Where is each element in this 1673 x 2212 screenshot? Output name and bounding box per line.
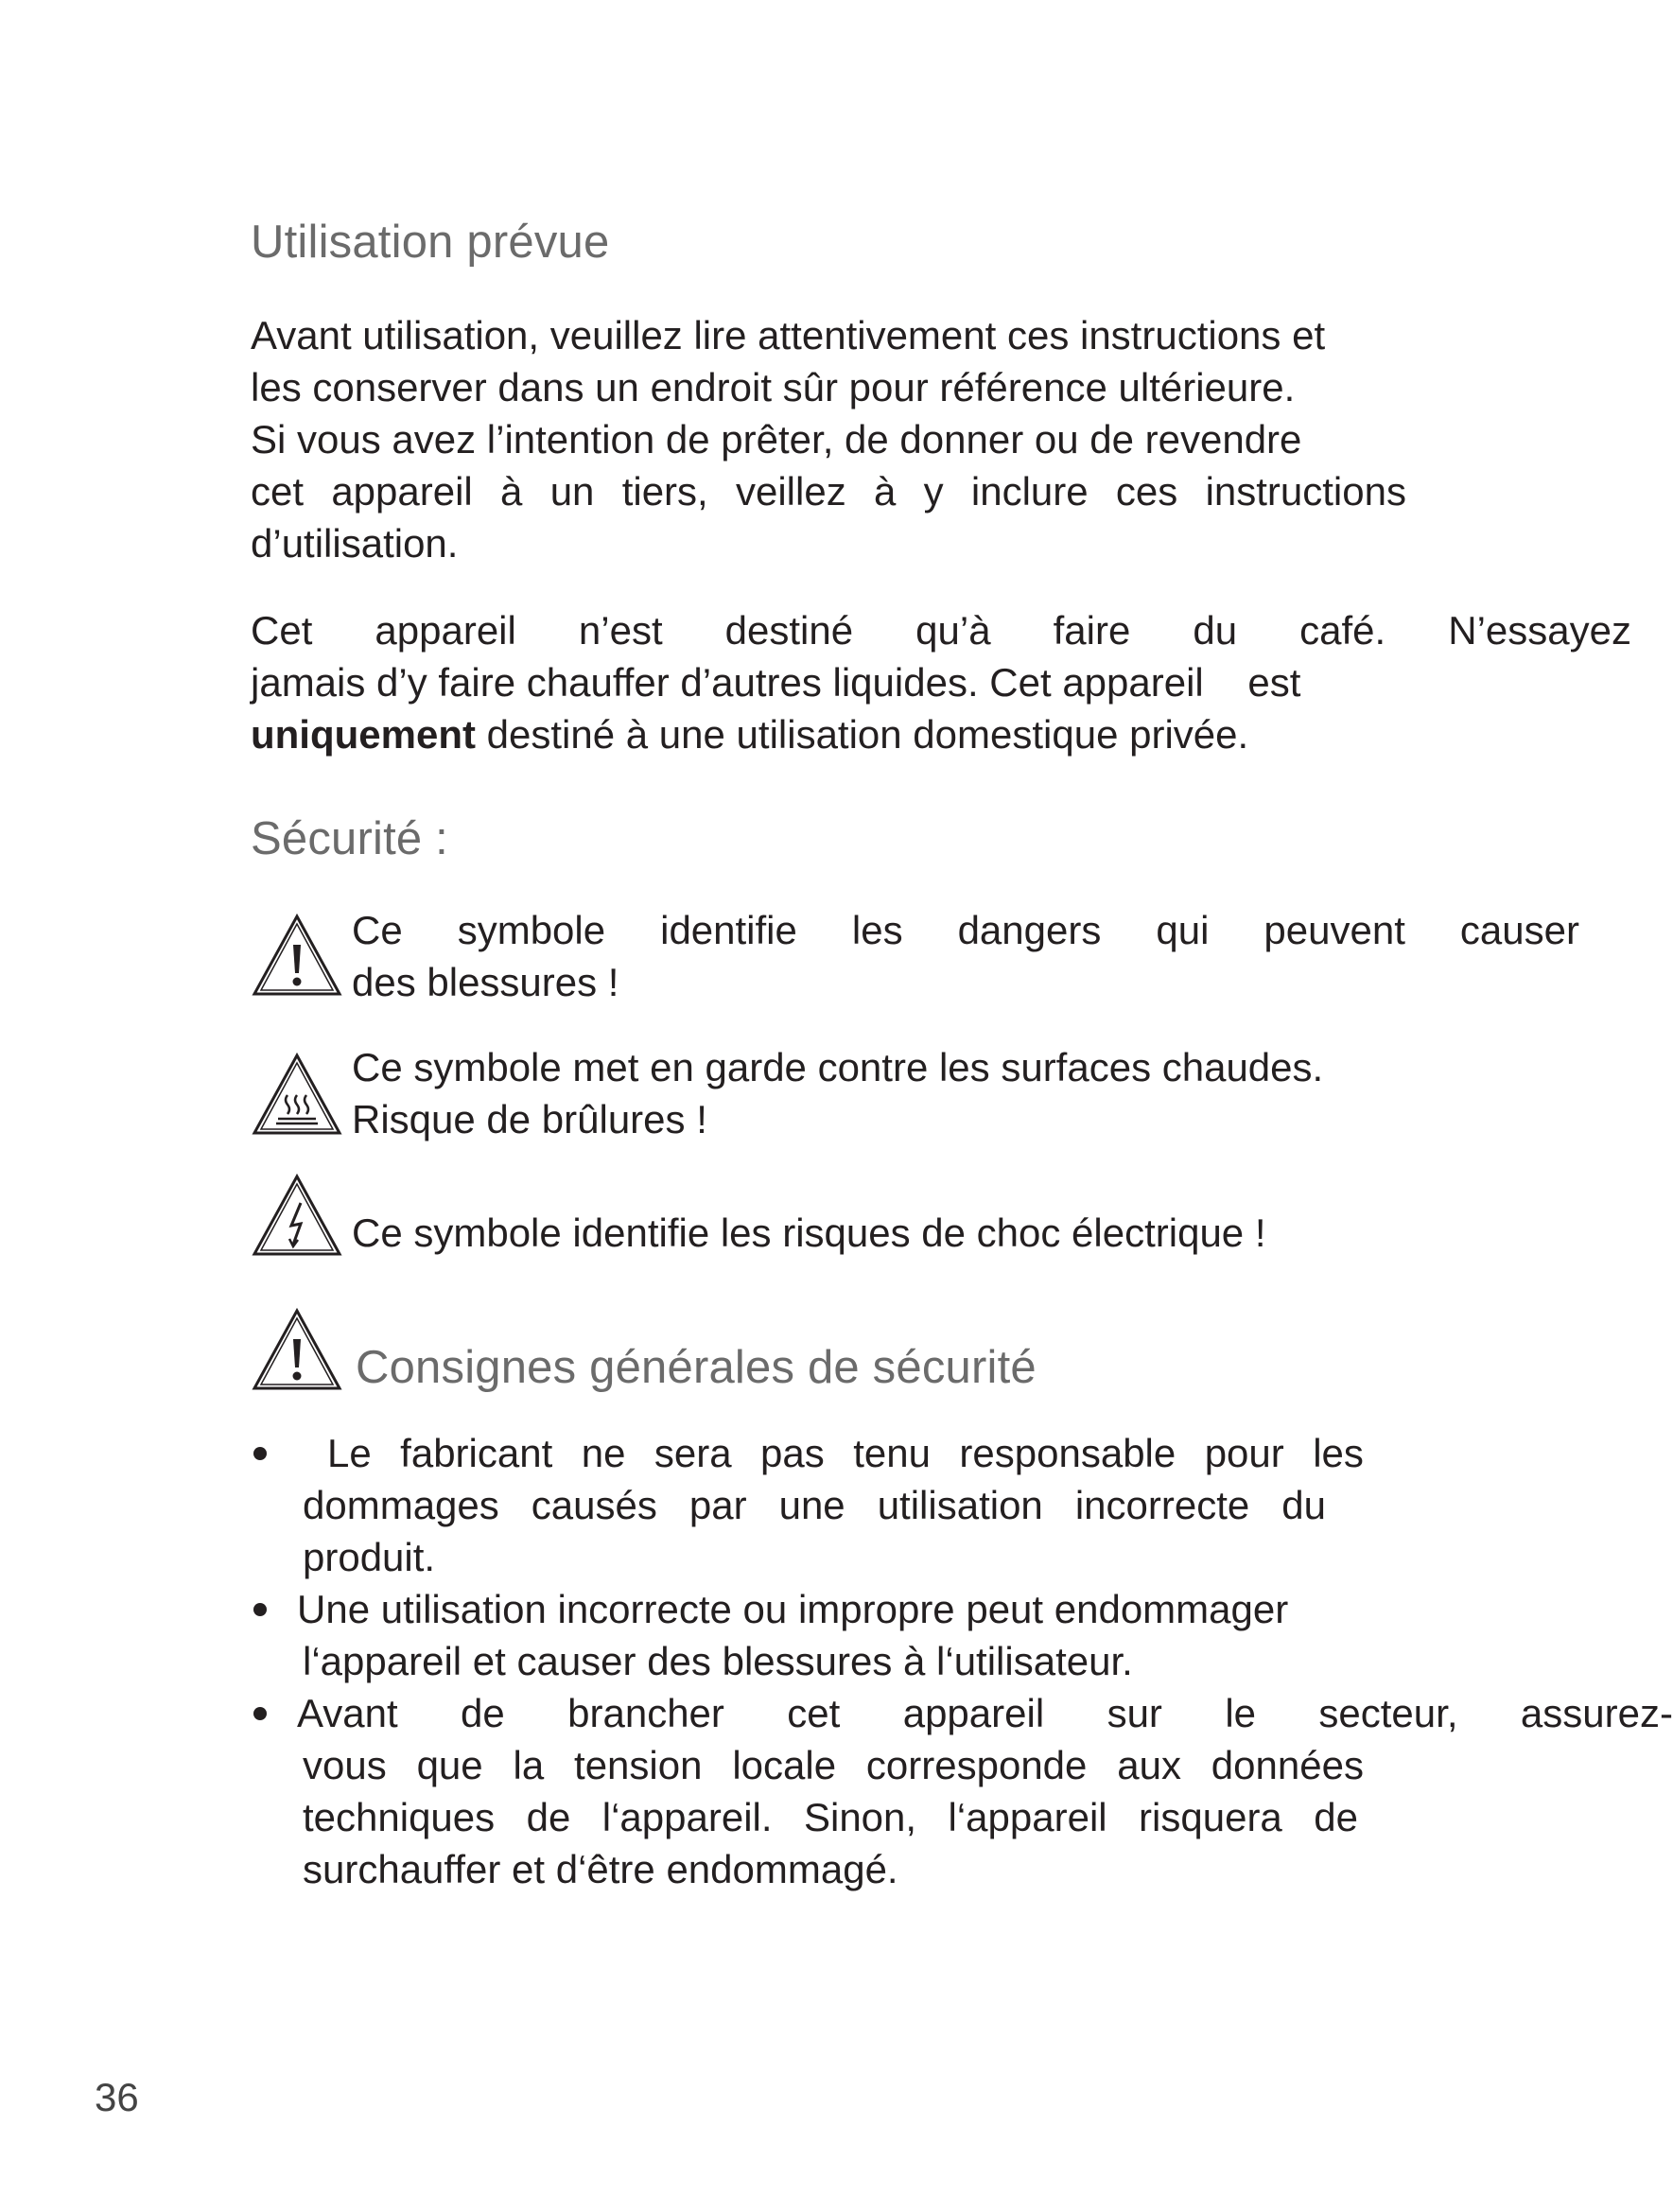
word: un [549, 469, 595, 514]
word: appareil [375, 608, 516, 653]
symbol-description-line: des blessures ! [352, 960, 619, 1004]
word: Ce [352, 908, 403, 952]
symbol-description-line: Ce symbole met en garde contre les surfaces chaudes. [352, 1045, 1324, 1089]
page-number: 36 [95, 2075, 139, 2119]
word: tension [574, 1743, 703, 1787]
emphasis-text: uniquement [251, 712, 476, 757]
word: inclure [970, 469, 1089, 514]
word: café. [1299, 608, 1386, 653]
word: sur [1107, 1691, 1162, 1735]
word: causés [531, 1483, 657, 1527]
word: le [1225, 1691, 1257, 1735]
word: instructions [1205, 469, 1406, 514]
bullet-line [303, 1479, 1326, 1531]
word: qu’à [915, 608, 991, 653]
word: pour [1204, 1431, 1284, 1475]
word: la [513, 1743, 545, 1787]
symbol-description-line: Risque de brûlures ! [352, 1097, 707, 1141]
bullet-line [303, 1739, 1364, 1791]
word: destiné [724, 608, 854, 653]
paragraph-text: destiné à une utilisation domestique privée. [476, 712, 1249, 757]
word: Cet [251, 608, 313, 653]
word: de [461, 1691, 505, 1735]
word: pas [760, 1431, 825, 1475]
word: dommages [303, 1483, 499, 1527]
word: qui [1156, 908, 1210, 952]
word: utilisation [877, 1483, 1043, 1527]
word: N’essayez [1448, 608, 1631, 653]
symbol-description-line [352, 904, 1579, 956]
bullet-dot [253, 1447, 267, 1460]
word: corresponde [865, 1743, 1088, 1787]
paragraph-line [251, 708, 1248, 760]
word: données [1211, 1743, 1364, 1787]
word: ces [1115, 469, 1178, 514]
word: Avant [297, 1691, 398, 1735]
paragraph-line: Avant utilisation, veuillez lire attentivement ces instructions et [251, 313, 1326, 357]
word: les [851, 908, 903, 952]
word: y [923, 469, 944, 514]
word: identifie [660, 908, 797, 952]
bullet-line: l‘appareil et causer des blessures à l‘utilisateur. [303, 1639, 1133, 1683]
word: par [688, 1483, 747, 1527]
word: Le [327, 1431, 372, 1475]
word: appareil [902, 1691, 1045, 1735]
word: incorrecte [1074, 1483, 1250, 1527]
word: du [1281, 1483, 1326, 1527]
hot-surface-warning-icon [252, 1052, 342, 1137]
section-heading-safety: Sécurité : [251, 813, 448, 864]
exclamation-warning-icon [252, 1307, 342, 1392]
bullet-line [327, 1427, 1364, 1479]
bullet-line: produit. [303, 1535, 436, 1579]
word: responsable [959, 1431, 1176, 1475]
word: techniques [303, 1795, 496, 1839]
word: une [778, 1483, 845, 1527]
section-heading-general-safety: Consignes générales de sécurité [356, 1342, 1037, 1393]
word: assurez- [1520, 1691, 1673, 1735]
word: peuvent [1263, 908, 1405, 952]
word: ne [581, 1431, 626, 1475]
word: appareil [331, 469, 473, 514]
word: locale [732, 1743, 837, 1787]
paragraph-line: Si vous avez l’intention de prêter, de donner ou de revendre [251, 417, 1302, 462]
word: tenu [853, 1431, 931, 1475]
paragraph-line: d’utilisation. [251, 521, 459, 566]
word: vous [303, 1743, 387, 1787]
word: que [416, 1743, 483, 1787]
word: de [526, 1795, 571, 1839]
word: fabricant [400, 1431, 553, 1475]
word: veillez [735, 469, 846, 514]
word: n’est [578, 608, 663, 653]
word: les [1313, 1431, 1364, 1475]
word: cet [251, 469, 305, 514]
word: faire [1053, 608, 1131, 653]
section-heading-intended-use: Utilisation prévue [251, 217, 610, 268]
bullet-dot [253, 1707, 267, 1720]
word: du [1193, 608, 1238, 653]
word: secteur, [1318, 1691, 1458, 1735]
word: à [500, 469, 523, 514]
exclamation-warning-icon [252, 913, 342, 998]
word: Sinon, [803, 1795, 917, 1839]
bullet-line: Une utilisation incorrecte ou impropre peut endommager [297, 1587, 1289, 1631]
bullet-dot [253, 1603, 267, 1616]
symbol-description-line: Ce symbole identifie les risques de choc électrique ! [352, 1211, 1266, 1255]
word: de [1314, 1795, 1358, 1839]
word: cet [787, 1691, 841, 1735]
bullet-line-clipped [297, 1687, 1673, 1739]
word: brancher [567, 1691, 724, 1735]
bullet-line [303, 1791, 1358, 1843]
paragraph-line-justified [251, 465, 1406, 517]
word: sera [654, 1431, 732, 1475]
word: risquera [1139, 1795, 1282, 1839]
word: tiers, [621, 469, 708, 514]
word: dangers [957, 908, 1102, 952]
paragraph-line: les conserver dans un endroit sûr pour référence ultérieure. [251, 365, 1296, 409]
word: aux [1117, 1743, 1181, 1787]
word: l‘appareil. [601, 1795, 773, 1839]
word: à [873, 469, 897, 514]
word: causer [1459, 908, 1579, 952]
electric-shock-warning-icon [252, 1173, 342, 1258]
paragraph-line: jamais d’y faire chauffer d’autres liquides. Cet appareil est [251, 660, 1301, 705]
word: l‘appareil [948, 1795, 1107, 1839]
bullet-line: surchauffer et d‘être endommagé. [303, 1847, 898, 1891]
paragraph-line-clipped [251, 604, 1631, 656]
word: symbole [457, 908, 606, 952]
